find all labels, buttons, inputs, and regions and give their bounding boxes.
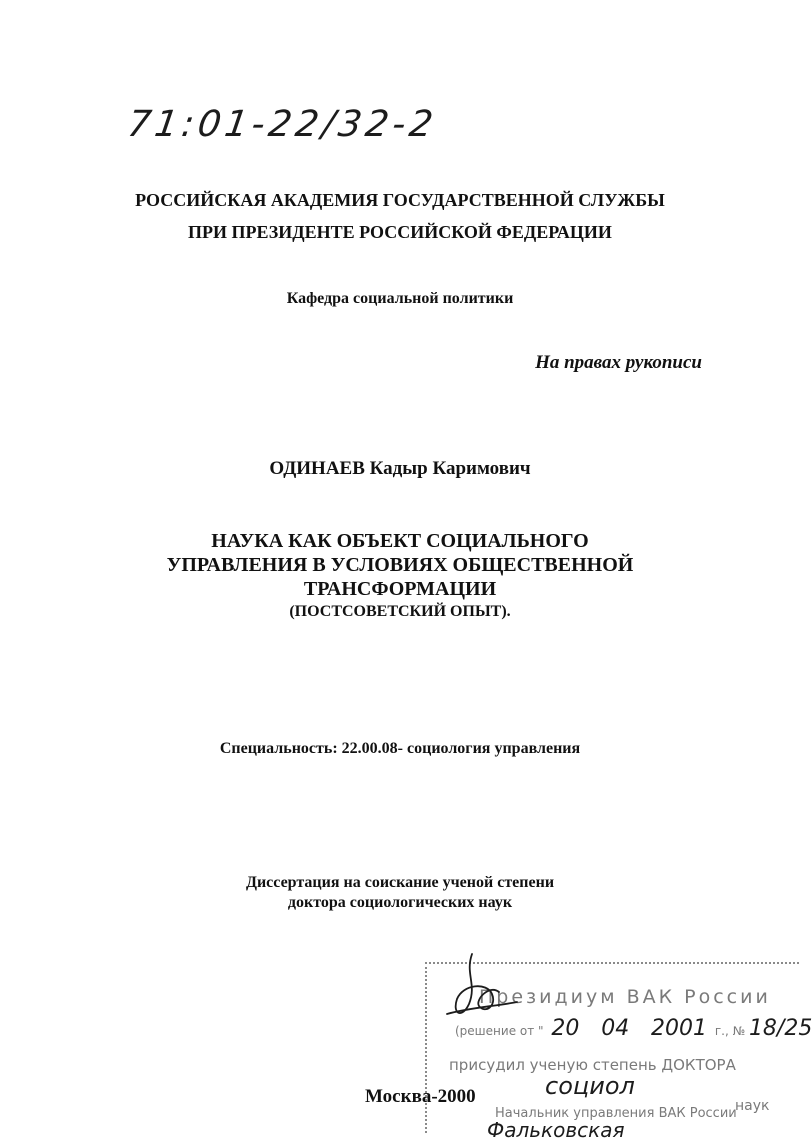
title-line-4: (ПОСТСОВЕТСКИЙ ОПЫТ).	[289, 603, 511, 620]
organization-line-1: РОССИЙСКАЯ АКАДЕМИЯ ГОСУДАРСТВЕННОЙ СЛУЖБЫ	[135, 190, 665, 210]
stamp-date-day: 20	[551, 1016, 580, 1041]
organization-line-2: ПРИ ПРЕЗИДЕНТЕ РОССИЙСКОЙ ФЕДЕРАЦИИ	[188, 222, 612, 242]
title-line-1: НАУКА КАК ОБЪЕКТ СОЦИАЛЬНОГО	[211, 530, 589, 552]
place-year: Москва-2000	[365, 1086, 476, 1107]
stamp-number: 18/25	[748, 1016, 812, 1041]
stamp-number-prefix: г., №	[714, 1024, 746, 1038]
stamp-header: Президиум ВАК России	[479, 986, 771, 1008]
department: Кафедра социальной политики	[286, 290, 514, 307]
title-line-3: ТРАНСФОРМАЦИИ	[303, 578, 497, 600]
vak-stamp	[425, 962, 812, 1142]
specialty: Специальность: 22.00.08- социология управления	[219, 740, 581, 757]
manuscript-note: На правах рукописи	[535, 352, 702, 373]
stamp-line-4: Начальник управления ВАК России	[495, 1106, 737, 1121]
title-line-2: УПРАВЛЕНИЯ В УСЛОВИЯХ ОБЩЕСТВЕННОЙ	[166, 554, 634, 576]
archive-code: 71:01-22/32-2	[125, 104, 440, 145]
signature-scribble	[417, 944, 537, 1034]
stamp-handwritten-bottom: Фальковская	[487, 1118, 625, 1142]
stamp-handwritten-field: социол	[545, 1072, 635, 1100]
dissertation-line-1: Диссертация на соискание ученой степени	[245, 874, 555, 891]
stamp-line-2: присудил ученую степень ДОКТОРА	[449, 1056, 736, 1074]
stamp-line-3: наук	[735, 1098, 770, 1114]
stamp-date-month: 04	[601, 1016, 630, 1041]
author-name: ОДИНАЕВ Кадыр Каримович	[269, 458, 531, 479]
dissertation-line-2: доктора социологических наук	[287, 894, 513, 911]
stamp-decision-prefix: (решение от "	[455, 1024, 544, 1038]
stamp-date-year: 2001	[651, 1016, 708, 1041]
